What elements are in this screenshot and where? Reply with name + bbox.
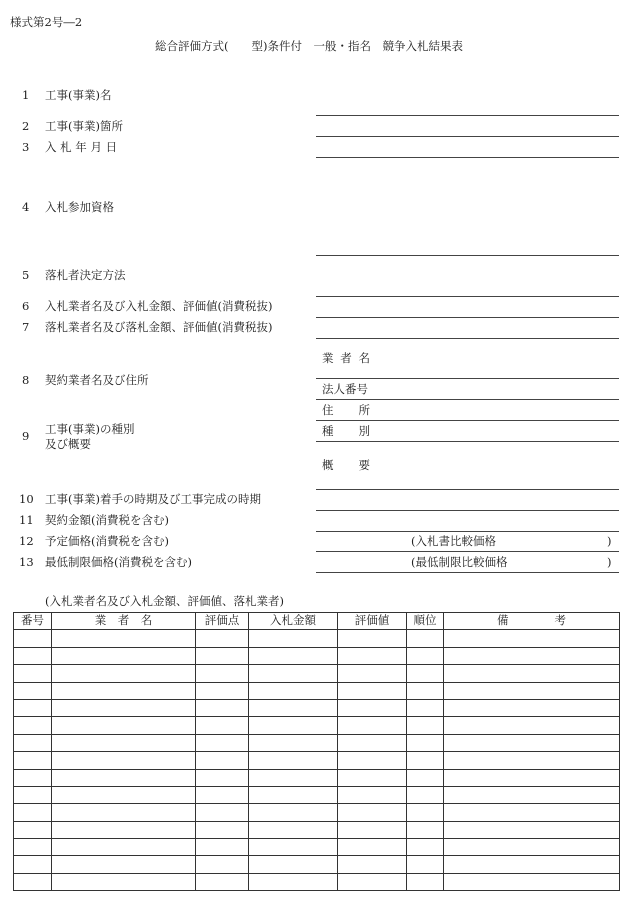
bid-results-table (13, 612, 620, 891)
company-name-label: 業者名 (322, 351, 370, 365)
table-cell[interactable] (407, 682, 444, 699)
table-cell[interactable] (338, 699, 407, 716)
entry-line (316, 531, 619, 532)
table-cell[interactable] (444, 856, 620, 873)
table-cell[interactable] (14, 717, 52, 734)
item-number: 11 (19, 513, 34, 527)
table-cell[interactable] (14, 699, 52, 716)
table-cell[interactable] (14, 821, 52, 838)
table-cell[interactable] (444, 752, 620, 769)
item-number: 1 (22, 88, 30, 102)
item-number: 5 (22, 268, 30, 282)
table-cell[interactable] (249, 752, 338, 769)
table-cell[interactable] (407, 839, 444, 856)
table-cell[interactable] (407, 856, 444, 873)
table-cell[interactable] (52, 804, 196, 821)
header-company-name: 業 者 名 (52, 613, 196, 630)
table-cell[interactable] (338, 856, 407, 873)
table-row (14, 734, 620, 751)
entry-line (316, 551, 619, 552)
table-cell[interactable] (14, 682, 52, 699)
table-cell[interactable] (196, 665, 249, 682)
table-cell[interactable] (14, 839, 52, 856)
item-number: 3 (22, 140, 30, 154)
table-cell[interactable] (14, 630, 52, 647)
table-cell[interactable] (407, 699, 444, 716)
item-label: 予定価格(消費税を含む) (45, 534, 169, 548)
table-cell[interactable] (14, 856, 52, 873)
table-cell[interactable] (196, 769, 249, 786)
entry-line (316, 572, 619, 573)
table-cell[interactable] (338, 682, 407, 699)
table-cell[interactable] (196, 804, 249, 821)
table-cell[interactable] (249, 630, 338, 647)
table-cell[interactable] (14, 665, 52, 682)
table-row (14, 873, 620, 890)
table-cell[interactable] (249, 769, 338, 786)
table-cell[interactable] (407, 665, 444, 682)
header-evaluation-value: 評価値 (338, 613, 407, 630)
table-cell[interactable] (52, 717, 196, 734)
item-label: 落札者決定方法 (45, 268, 126, 282)
form-number: 様式第2号―2 (10, 15, 83, 29)
table-cell[interactable] (249, 821, 338, 838)
table-cell[interactable] (407, 769, 444, 786)
entry-line (316, 296, 619, 297)
table-cell[interactable] (249, 699, 338, 716)
table-cell[interactable] (444, 665, 620, 682)
type-label: 種別 (322, 424, 370, 438)
table-cell[interactable] (14, 786, 52, 803)
item-label: 落札業者名及び落札金額、評価値(消費税抜) (45, 320, 273, 334)
table-cell[interactable] (52, 630, 196, 647)
table-cell[interactable] (407, 873, 444, 890)
table-cell[interactable] (444, 786, 620, 803)
entry-line (316, 441, 619, 442)
table-row (14, 821, 620, 838)
table-cell[interactable] (14, 752, 52, 769)
table-cell[interactable] (407, 752, 444, 769)
table-cell[interactable] (196, 699, 249, 716)
table-cell[interactable] (338, 665, 407, 682)
table-row (14, 804, 620, 821)
table-cell[interactable] (196, 752, 249, 769)
table-cell[interactable] (407, 821, 444, 838)
item-number: 13 (19, 555, 34, 569)
entry-line (316, 255, 619, 256)
table-cell[interactable] (338, 769, 407, 786)
table-cell[interactable] (52, 734, 196, 751)
table-cell[interactable] (444, 682, 620, 699)
table-cell[interactable] (444, 630, 620, 647)
item-label: 工事(事業)名 (45, 88, 112, 102)
table-cell[interactable] (52, 682, 196, 699)
table-cell[interactable] (52, 856, 196, 873)
entry-line (316, 157, 619, 158)
table-cell[interactable] (444, 647, 620, 664)
table-cell[interactable] (338, 839, 407, 856)
table-cell[interactable] (52, 752, 196, 769)
entry-line (316, 338, 619, 339)
table-header-row (14, 613, 620, 630)
table-cell[interactable] (14, 804, 52, 821)
item-number: 7 (22, 320, 30, 334)
table-row (14, 752, 620, 769)
table-cell[interactable] (249, 665, 338, 682)
table-row (14, 699, 620, 716)
summary-label: 概要 (322, 458, 370, 472)
comparison-price-label: (入札書比較価格 (411, 534, 496, 548)
table-cell[interactable] (52, 699, 196, 716)
item-label: 工事(事業)の種別 (45, 422, 135, 436)
table-cell[interactable] (444, 873, 620, 890)
table-body (14, 630, 620, 891)
item-label: 最低制限価格(消費税を含む) (45, 555, 192, 569)
table-cell[interactable] (338, 786, 407, 803)
table-row (14, 647, 620, 664)
table-cell[interactable] (338, 804, 407, 821)
table-cell[interactable] (52, 839, 196, 856)
item-number: 12 (19, 534, 34, 548)
table-cell[interactable] (249, 647, 338, 664)
table-cell[interactable] (196, 873, 249, 890)
table-cell[interactable] (196, 734, 249, 751)
table-cell[interactable] (444, 839, 620, 856)
item-number: 4 (22, 200, 30, 214)
header-number: 番号 (14, 613, 52, 630)
table-cell[interactable] (52, 647, 196, 664)
table-cell[interactable] (407, 647, 444, 664)
table-cell[interactable] (14, 734, 52, 751)
entry-line (316, 317, 619, 318)
header-rank: 順位 (407, 613, 444, 630)
min-limit-price-label: (最低制限比較価格 (411, 555, 508, 569)
table-cell[interactable] (249, 717, 338, 734)
table-cell[interactable] (338, 873, 407, 890)
item-label: 契約業者名及び住所 (45, 373, 149, 387)
item-label: 入 札 年 月 日 (45, 140, 118, 154)
item-label: 入札参加資格 (45, 200, 114, 214)
table-cell[interactable] (14, 647, 52, 664)
entry-line (316, 378, 619, 379)
table-cell[interactable] (338, 752, 407, 769)
table-cell[interactable] (407, 804, 444, 821)
table-cell[interactable] (444, 734, 620, 751)
item-label: 工事(事業)箇所 (45, 119, 123, 133)
comparison-price-close: ) (607, 534, 612, 548)
table-cell[interactable] (444, 821, 620, 838)
table-cell[interactable] (52, 821, 196, 838)
table-cell[interactable] (444, 804, 620, 821)
table-cell[interactable] (52, 873, 196, 890)
header-bid-amount: 入札金額 (249, 613, 338, 630)
table-cell[interactable] (249, 682, 338, 699)
table-cell[interactable] (338, 630, 407, 647)
table-row (14, 856, 620, 873)
table-row (14, 665, 620, 682)
address-label: 住所 (322, 403, 370, 417)
item-number: 10 (19, 492, 34, 506)
table-cell[interactable] (407, 630, 444, 647)
item-number: 6 (22, 299, 30, 313)
table-row (14, 786, 620, 803)
table-row (14, 769, 620, 786)
table-cell[interactable] (52, 786, 196, 803)
table-row (14, 682, 620, 699)
table-cell[interactable] (14, 769, 52, 786)
table-cell[interactable] (338, 647, 407, 664)
table-cell[interactable] (196, 630, 249, 647)
table-cell[interactable] (407, 734, 444, 751)
table-cell[interactable] (196, 682, 249, 699)
table-cell[interactable] (444, 699, 620, 716)
table-cell[interactable] (52, 665, 196, 682)
entry-line (316, 136, 619, 137)
item-number: 8 (22, 373, 30, 387)
item-label: 工事(事業)着手の時期及び工事完成の時期 (45, 492, 261, 506)
table-cell[interactable] (249, 856, 338, 873)
header-remarks: 備 考 (444, 613, 620, 630)
table-cell[interactable] (196, 717, 249, 734)
min-limit-price-close: ) (607, 555, 612, 569)
table-cell[interactable] (14, 873, 52, 890)
table-cell[interactable] (338, 734, 407, 751)
table-cell[interactable] (249, 873, 338, 890)
table-caption: (入札業者名及び入札金額、評価値、落札業者) (45, 594, 284, 608)
entry-line (316, 420, 619, 421)
table-row (14, 717, 620, 734)
table-cell[interactable] (249, 734, 338, 751)
table-cell[interactable] (196, 856, 249, 873)
table-row (14, 839, 620, 856)
table-cell[interactable] (338, 717, 407, 734)
table-cell[interactable] (196, 647, 249, 664)
table-cell[interactable] (407, 786, 444, 803)
table-cell[interactable] (444, 717, 620, 734)
corporate-number-label: 法人番号 (322, 382, 368, 396)
item-label: 入札業者名及び入札金額、評価値(消費税抜) (45, 299, 273, 313)
item-number: 9 (22, 429, 30, 443)
item-label: 契約金額(消費税を含む) (45, 513, 169, 527)
entry-line (316, 510, 619, 511)
table-cell[interactable] (249, 786, 338, 803)
entry-line (316, 399, 619, 400)
table-cell[interactable] (249, 839, 338, 856)
table-cell[interactable] (52, 769, 196, 786)
page-title: 総合評価方式( 型)条件付 一般・指名 競争入札結果表 (155, 39, 463, 53)
header-score: 評価点 (196, 613, 249, 630)
table-cell[interactable] (196, 821, 249, 838)
entry-line (316, 489, 619, 490)
item-number: 2 (22, 119, 30, 133)
table-row (14, 630, 620, 647)
table-cell[interactable] (407, 717, 444, 734)
table-cell[interactable] (196, 786, 249, 803)
item-label: 及び概要 (45, 437, 91, 451)
table-cell[interactable] (249, 804, 338, 821)
table-cell[interactable] (444, 769, 620, 786)
table-cell[interactable] (196, 839, 249, 856)
table-cell[interactable] (338, 821, 407, 838)
entry-line (316, 115, 619, 116)
